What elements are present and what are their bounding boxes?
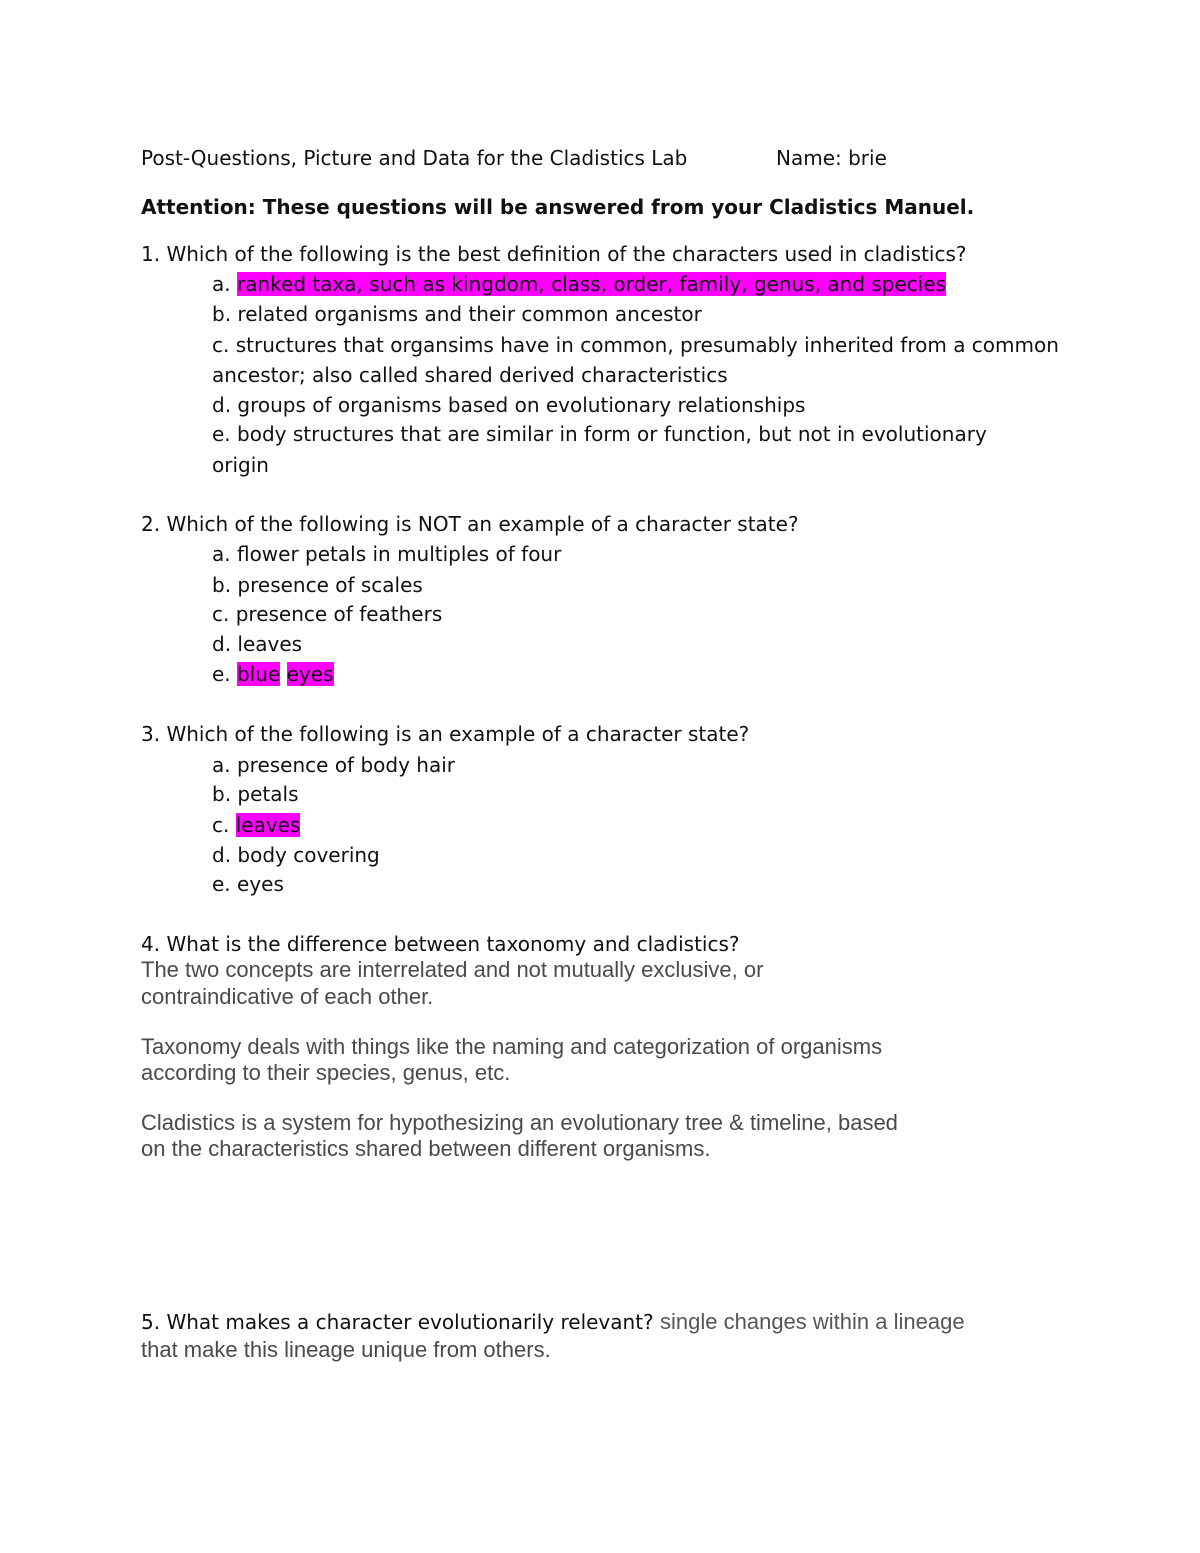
q1-option-b: b. related organisms and their common ancestor [212, 302, 702, 326]
q1-option-c-line1: c. structures that organsims have in common, presumably inherited from a common [212, 333, 1059, 357]
q4-answer-p2-line2: according to their species, genus, etc. [141, 1060, 511, 1085]
q3-option-d: d. body covering [212, 843, 380, 867]
q3-option-c-prefix: c. [212, 813, 236, 837]
q2-option-e [212, 661, 334, 687]
student-name: Name: brie [776, 146, 887, 170]
q4-answer-p1-line2: contraindicative of each other. [141, 984, 434, 1009]
q3-option-c-highlighted-answer: leaves [235, 813, 301, 837]
q3-option-b: b. petals [212, 782, 299, 806]
document-title: Post-Questions, Picture and Data for the Cladistics Lab [141, 146, 688, 170]
q4-answer-p3-line1: Cladistics is a system for hypothesizing an evolutionary tree & timeline, based [141, 1110, 898, 1135]
question-1: 1. Which of the following is the best definition of the characters used in cladistics? [141, 242, 967, 266]
q2-option-b: b. presence of scales [212, 573, 423, 597]
q3-option-e: e. eyes [212, 872, 284, 896]
question-2: 2. Which of the following is NOT an example of a character state? [141, 512, 799, 536]
q1-option-c-line2: ancestor; also called shared derived characteristics [212, 363, 728, 387]
question-5 [141, 1309, 965, 1335]
q4-answer-p2-line1: Taxonomy deals with things like the naming and categorization of organisms [141, 1034, 883, 1059]
q1-option-e-line1: e. body structures that are similar in form or function, but not in evolutionary [212, 422, 987, 446]
question-5-text: 5. What makes a character evolutionarily relevant? [141, 1310, 654, 1334]
q2-option-c: c. presence of feathers [212, 602, 443, 626]
q2-option-e-highlight-word2: eyes [286, 662, 334, 686]
q1-option-a-highlighted-answer: ranked taxa, such as kingdom, class, order, family, genus, and species [236, 272, 947, 296]
q2-option-e-highlight-word1: blue [237, 662, 281, 686]
attention-note: Attention: These questions will be answered from your Cladistics Manuel. [141, 195, 975, 219]
q1-option-e-line2: origin [212, 453, 269, 477]
q4-answer-p3-line2: on the characteristics shared between different organisms. [141, 1136, 711, 1161]
q1-option-d: d. groups of organisms based on evolutionary relationships [212, 393, 806, 417]
q1-option-a-prefix: a. [212, 272, 237, 296]
q2-option-a: a. flower petals in multiples of four [212, 542, 562, 566]
q2-option-d: d. leaves [212, 632, 303, 656]
question-3: 3. Which of the following is an example of a character state? [141, 722, 750, 746]
question-4: 4. What is the difference between taxonomy and cladistics? [141, 932, 740, 956]
q2-option-e-prefix: e. [212, 662, 238, 686]
q5-answer-line2: that make this lineage unique from others. [141, 1337, 551, 1362]
q5-answer-line1: single changes within a lineage [660, 1309, 965, 1334]
q3-option-a: a. presence of body hair [212, 753, 455, 777]
q1-option-a [212, 271, 946, 297]
q3-option-c [212, 812, 300, 838]
q4-answer-p1-line1: The two concepts are interrelated and not mutually exclusive, or [141, 957, 764, 982]
